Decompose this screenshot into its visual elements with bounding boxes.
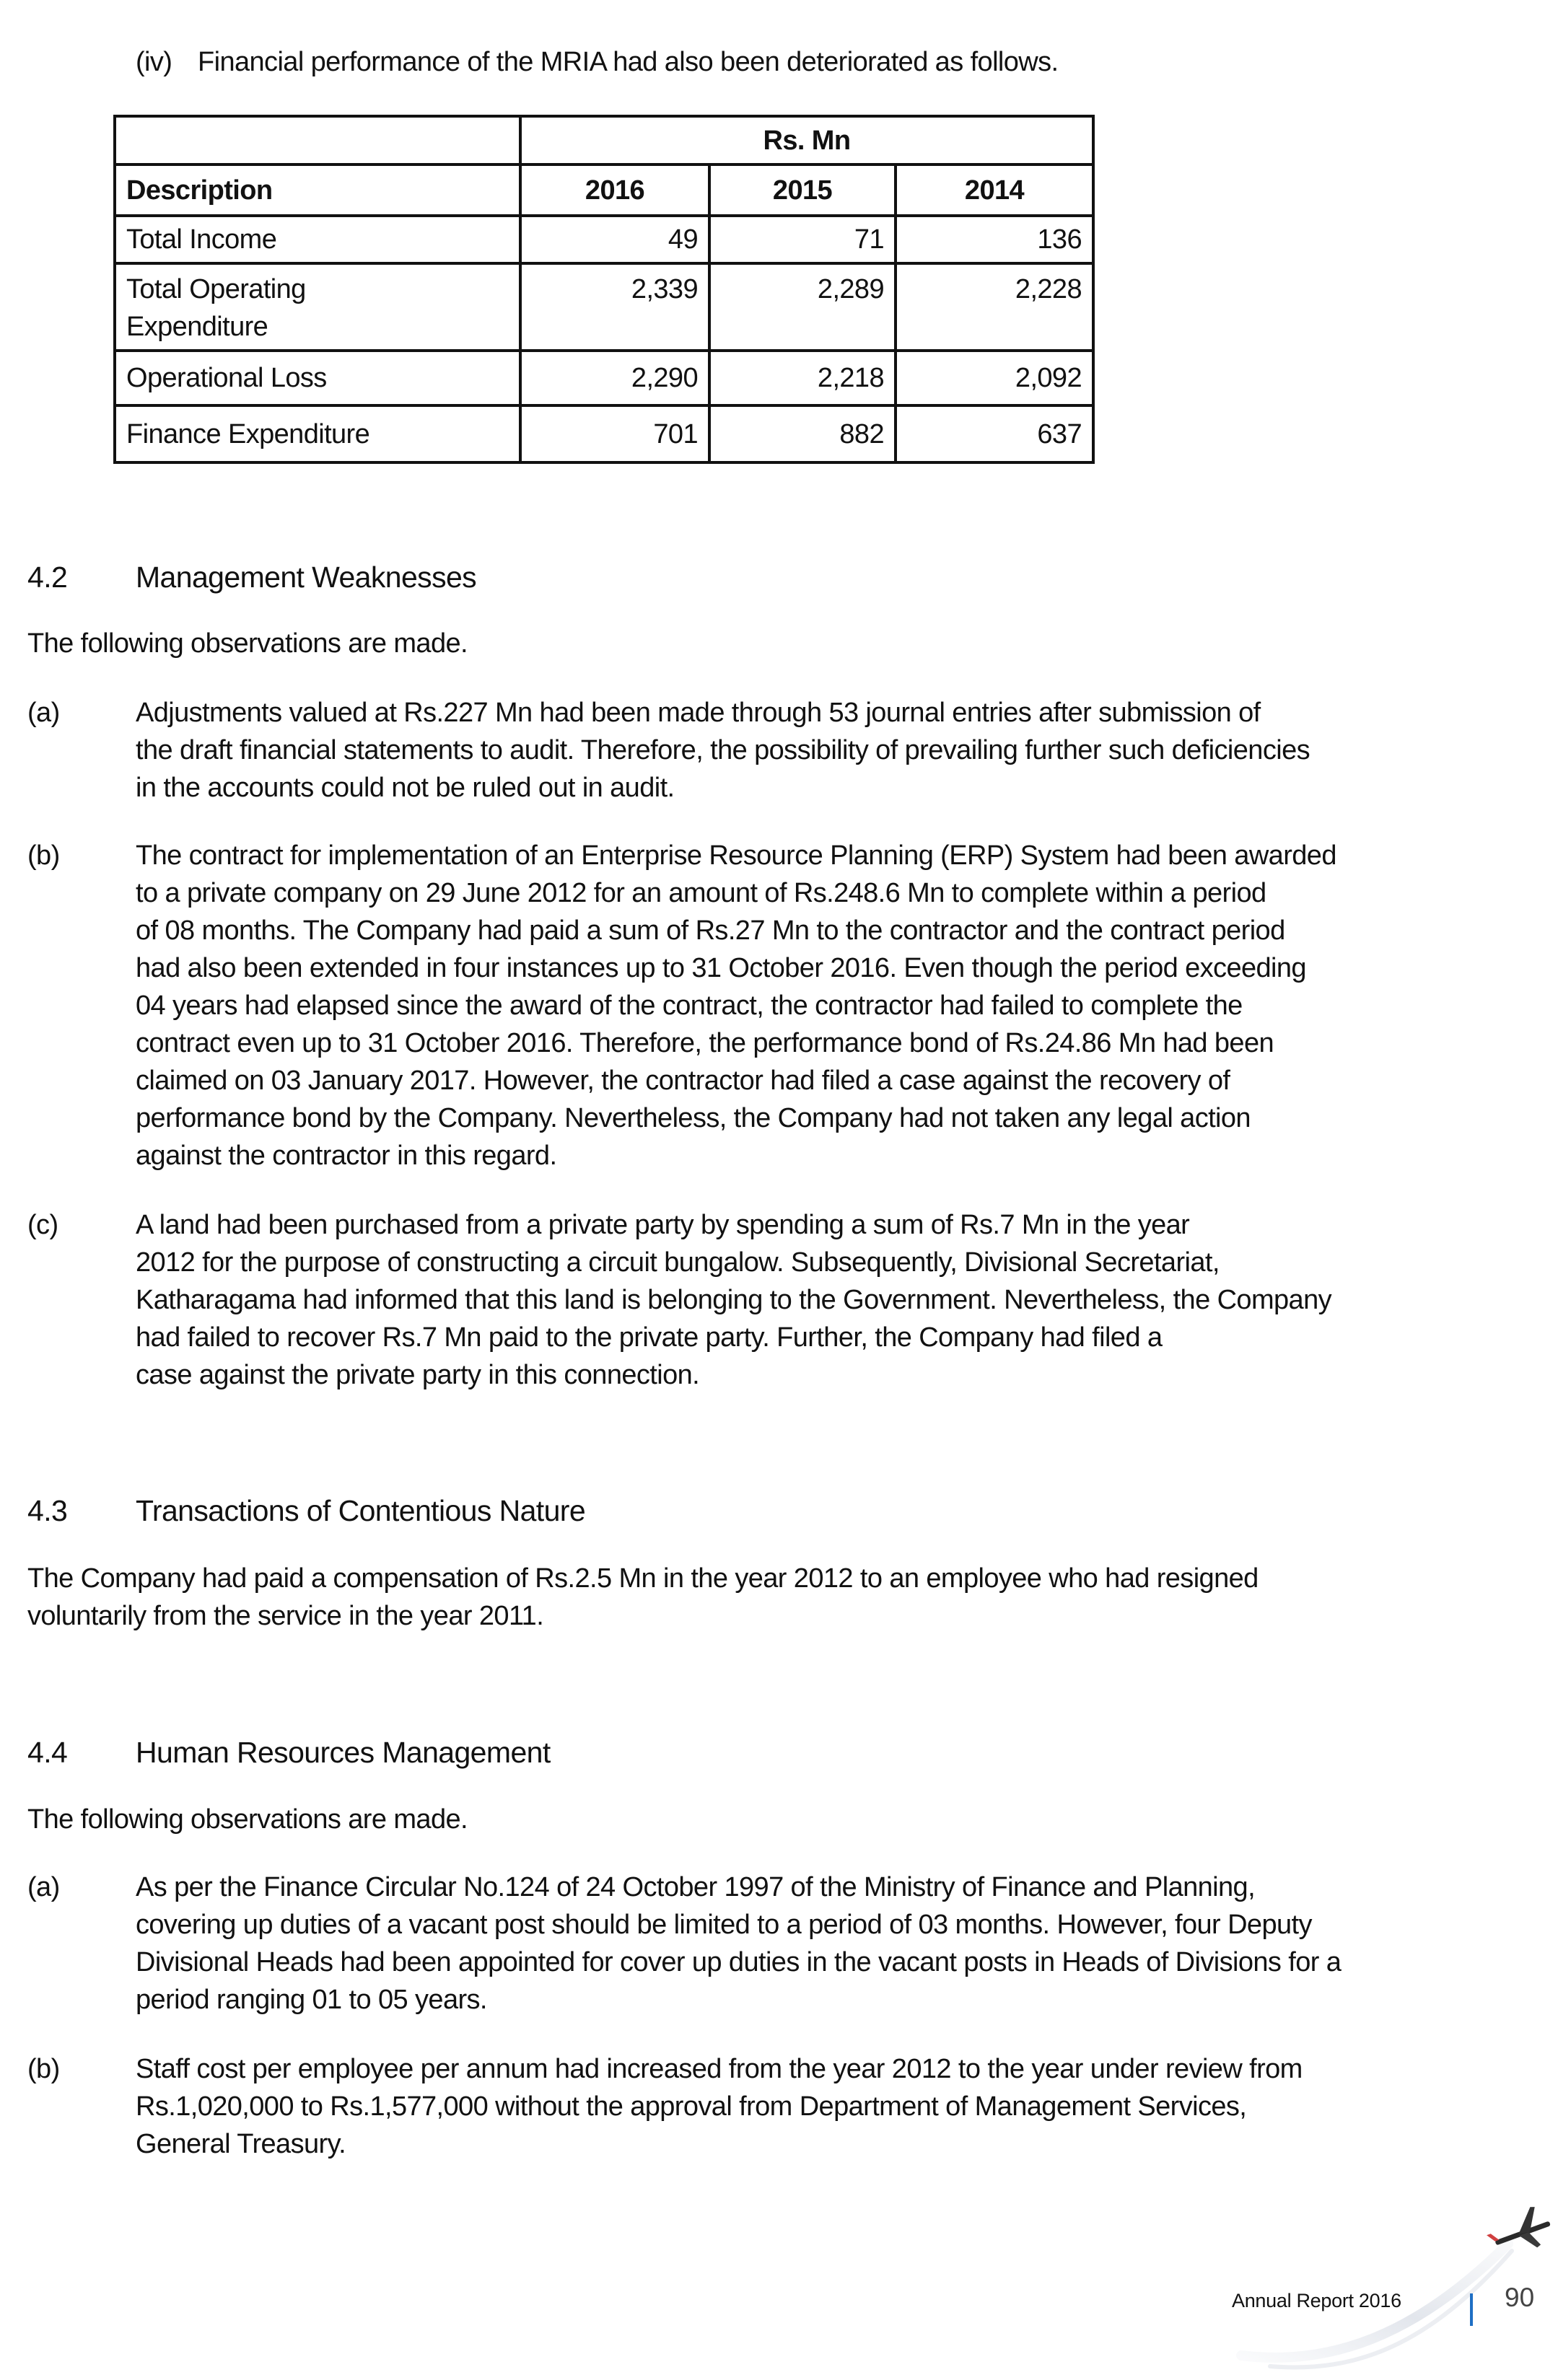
row-label-line: Total Operating <box>126 274 306 304</box>
section-number-4-2: 4.2 <box>27 561 68 594</box>
footer-separator <box>1470 2293 1473 2326</box>
item-paragraph-b <box>136 837 1336 1174</box>
item-paragraph-b <box>136 2050 1303 2163</box>
text-line: The Company had paid a compensation of Rs.2.5 Mn in the year 2012 to an employee who had resigned <box>27 1563 1259 1594</box>
section-title-4-2: Management Weaknesses <box>136 561 477 594</box>
section-intro-4-4: The following observations are made. <box>27 1804 468 1835</box>
text-line: had failed to recover Rs.7 Mn paid to the private party. Further, the Company had filed a <box>136 1322 1163 1353</box>
table-header-row <box>115 164 1093 216</box>
cell-value: 49 <box>520 216 709 263</box>
text-line: Staff cost per employee per annum had increased from the year 2012 to the year under review from <box>136 2054 1303 2084</box>
table-row <box>115 405 1093 462</box>
row-label: Total Income <box>115 216 520 263</box>
cell-value: 882 <box>709 405 896 462</box>
cell-value: 2,339 <box>520 263 709 351</box>
text-line: the draft financial statements to audit. Therefore, the possibility of prevailing further such deficiencies <box>136 735 1310 765</box>
text-line: covering up duties of a vacant post should be limited to a period of 03 months. However, four Deputy <box>136 1910 1312 1940</box>
text-line: had also been extended in four instances up to 31 October 2016. Even though the period exceeding <box>136 953 1306 983</box>
section-body-4-3 <box>27 1560 1259 1635</box>
intro-text: Financial performance of the MRIA had also been deteriorated as follows. <box>198 47 1059 77</box>
item-marker-b: (b) <box>27 2054 60 2084</box>
text-line: Divisional Heads had been appointed for cover up duties in the vacant posts in Heads of Divisions for a <box>136 1947 1342 1977</box>
financial-performance-table <box>113 115 1095 464</box>
table-row <box>115 216 1093 263</box>
table-unit-row <box>115 116 1093 164</box>
section-number-4-4: 4.4 <box>27 1736 68 1769</box>
text-line: Rs.1,020,000 to Rs.1,577,000 without the approval from Department of Management Services, <box>136 2091 1247 2122</box>
section-number-4-3: 4.3 <box>27 1494 68 1527</box>
item-paragraph-a <box>136 1869 1341 2019</box>
row-label: Finance Expenditure <box>115 405 520 462</box>
cell-value: 701 <box>520 405 709 462</box>
text-line: Adjustments valued at Rs.227 Mn had been made through 53 journal entries after submission of <box>136 698 1261 728</box>
table-row <box>115 263 1093 351</box>
item-marker-c: (c) <box>27 1210 58 1240</box>
text-line: case against the private party in this connection. <box>136 1360 700 1390</box>
table-empty-cell <box>115 116 520 164</box>
cell-value: 2,218 <box>709 351 896 405</box>
text-line: claimed on 03 January 2017. However, the contractor had filed a case against the recovery of <box>136 1066 1230 1096</box>
page-number: 90 <box>1505 2283 1535 2312</box>
text-line: performance bond by the Company. Nevertheless, the Company had not taken any legal action <box>136 1103 1251 1133</box>
column-header-2014: 2014 <box>896 164 1093 216</box>
text-line: The contract for implementation of an Enterprise Resource Planning (ERP) System had been awarded <box>136 840 1336 871</box>
column-header-2016: 2016 <box>520 164 709 216</box>
text-line: 04 years had elapsed since the award of the contract, the contractor had failed to complete the <box>136 991 1243 1021</box>
item-marker-b: (b) <box>27 840 60 871</box>
section-title-4-3: Transactions of Contentious Nature <box>136 1494 586 1527</box>
cell-value: 637 <box>896 405 1093 462</box>
footer-report-label: Annual Report 2016 <box>1232 2290 1401 2311</box>
intro-marker: (iv) <box>136 47 172 77</box>
unit-header: Rs. Mn <box>520 116 1093 164</box>
section-intro-4-2: The following observations are made. <box>27 628 468 659</box>
text-line: contract even up to 31 October 2016. Therefore, the performance bond of Rs.24.86 Mn had been <box>136 1028 1274 1058</box>
text-line: against the contractor in this regard. <box>136 1141 557 1171</box>
item-marker-a: (a) <box>27 1872 60 1902</box>
text-line: of 08 months. The Company had paid a sum of Rs.27 Mn to the contractor and the contract period <box>136 915 1285 946</box>
cell-value: 2,290 <box>520 351 709 405</box>
cell-value: 2,228 <box>896 263 1093 351</box>
column-header-2015: 2015 <box>709 164 896 216</box>
text-line: General Treasury. <box>136 2129 346 2159</box>
row-label <box>115 263 520 351</box>
cell-value: 136 <box>896 216 1093 263</box>
row-label: Operational Loss <box>115 351 520 405</box>
section-title-4-4: Human Resources Management <box>136 1736 551 1769</box>
row-label-line: Expenditure <box>126 312 268 342</box>
text-line: As per the Finance Circular No.124 of 24 October 1997 of the Ministry of Finance and Planning, <box>136 1872 1256 1902</box>
text-line: period ranging 01 to 05 years. <box>136 1985 487 2015</box>
text-line: 2012 for the purpose of constructing a circuit bungalow. Subsequently, Divisional Secretariat, <box>136 1247 1220 1278</box>
text-line: in the accounts could not be ruled out in audit. <box>136 773 675 803</box>
item-marker-a: (a) <box>27 698 60 728</box>
table-row <box>115 351 1093 405</box>
item-paragraph-c <box>136 1206 1331 1394</box>
text-line: to a private company on 29 June 2012 for an amount of Rs.248.6 Mn to complete within a period <box>136 878 1266 908</box>
text-line: A land had been purchased from a private party by spending a sum of Rs.7 Mn in the year <box>136 1210 1190 1240</box>
cell-value: 71 <box>709 216 896 263</box>
cell-value: 2,092 <box>896 351 1093 405</box>
cell-value: 2,289 <box>709 263 896 351</box>
column-header-description: Description <box>115 164 520 216</box>
item-paragraph-a <box>136 694 1310 807</box>
text-line: voluntarily from the service in the year 2011. <box>27 1601 544 1631</box>
text-line: Katharagama had informed that this land is belonging to the Government. Nevertheless, the Company <box>136 1285 1332 1315</box>
